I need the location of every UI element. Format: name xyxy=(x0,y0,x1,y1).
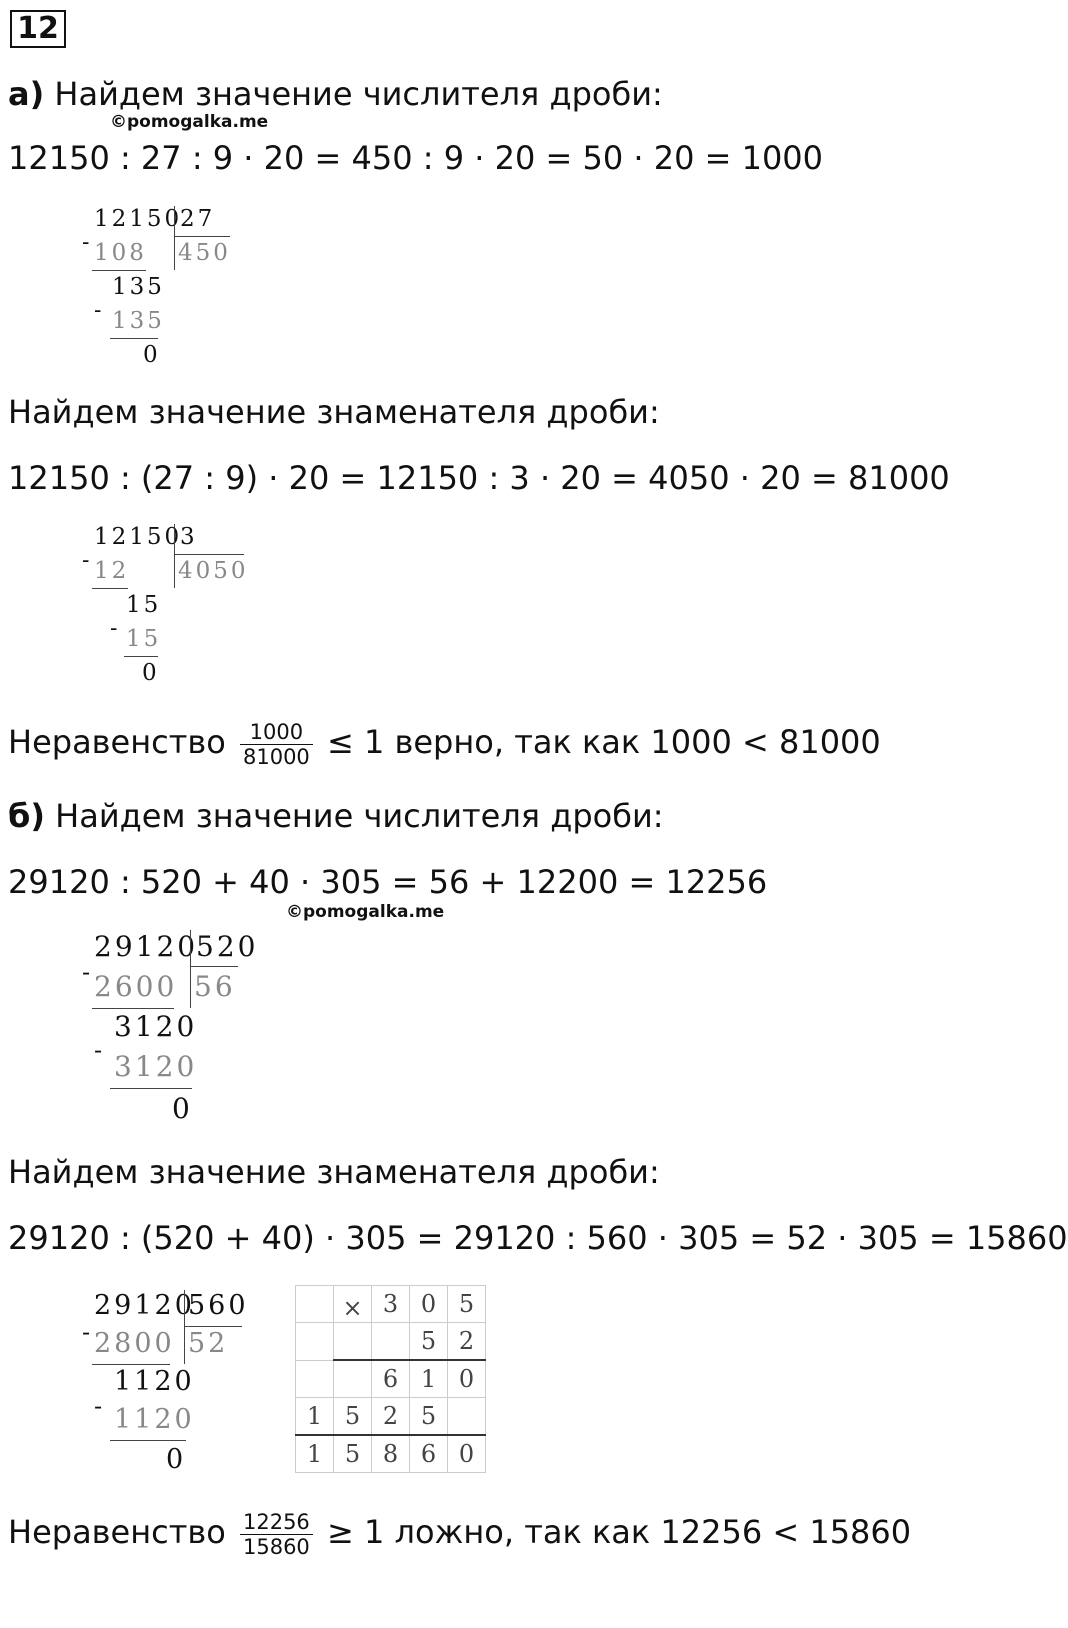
subtrahend-1: 12 xyxy=(94,558,130,584)
fraction-denominator: 81000 xyxy=(242,744,310,769)
subtrahend-1: 2800 xyxy=(94,1328,175,1359)
part-b-conclusion xyxy=(8,1504,911,1560)
subtrahend-1: 108 xyxy=(94,240,147,266)
mul-cell: 2 xyxy=(448,1323,486,1361)
conclusion-suffix: ≤ 1 верно, так как 1000 < 81000 xyxy=(326,723,881,761)
part-a-conclusion xyxy=(8,714,881,770)
column-multiplication xyxy=(295,1285,486,1473)
minus-sign: - xyxy=(94,298,102,323)
mul-cell: 5 xyxy=(448,1286,486,1323)
mul-cell: 5 xyxy=(334,1398,372,1436)
conclusion-prefix: Неравенство xyxy=(8,723,226,761)
minus-sign: - xyxy=(94,1392,103,1420)
watermark: ©pomogalka.me xyxy=(286,902,445,922)
part-b-label: б) xyxy=(8,797,45,835)
mul-cell xyxy=(296,1360,334,1398)
final-remainder: 0 xyxy=(142,660,160,686)
remainder-1: 15 xyxy=(126,592,162,618)
remainder-1: 1120 xyxy=(114,1366,195,1397)
mul-cell: 1 xyxy=(296,1435,334,1473)
part-a-denominator-heading: Найдем значение знаменателя дроби: xyxy=(8,393,660,431)
mul-cell: 5 xyxy=(334,1435,372,1473)
subtrahend-2: 1120 xyxy=(114,1404,195,1435)
minus-sign: - xyxy=(82,548,90,573)
quotient: 52 xyxy=(188,1328,229,1359)
dividend: 29120 xyxy=(94,930,199,963)
mul-cell: 0 xyxy=(410,1286,448,1323)
minus-sign: - xyxy=(82,230,90,255)
subtrahend-2: 15 xyxy=(126,626,162,652)
mul-cell xyxy=(372,1323,410,1361)
minus-sign: - xyxy=(82,1318,91,1346)
fraction-denominator: 15860 xyxy=(242,1534,310,1559)
mul-cell: 8 xyxy=(372,1435,410,1473)
dividend: 29120 xyxy=(94,1290,195,1321)
final-remainder: 0 xyxy=(166,1444,187,1475)
subtrahend-1: 2600 xyxy=(94,970,178,1003)
divisor: 560 xyxy=(188,1290,249,1321)
task-number: 12 xyxy=(10,10,66,48)
divisor: 3 xyxy=(180,524,198,550)
part-a-numerator-heading xyxy=(8,74,663,114)
part-a-numerator-heading-text: Найдем значение числителя дроби: xyxy=(54,75,663,113)
mul-cell xyxy=(296,1286,334,1323)
part-b-numerator-expression: 29120 : 520 + 40 · 305 = 56 + 12200 = 12256 xyxy=(8,863,768,901)
remainder-1: 3120 xyxy=(114,1010,198,1043)
divisor: 27 xyxy=(180,206,216,232)
part-b-numerator-heading xyxy=(8,796,664,836)
mul-cell: 0 xyxy=(448,1360,486,1398)
part-b-numerator-heading-text: Найдем значение числителя дроби: xyxy=(55,797,664,835)
minus-sign: - xyxy=(110,616,118,641)
subtrahend-2: 3120 xyxy=(114,1050,198,1083)
watermark: ©pomogalka.me xyxy=(110,112,269,132)
final-remainder: 0 xyxy=(143,342,161,368)
mul-cell: 5 xyxy=(410,1323,448,1361)
dividend: 12150 xyxy=(94,206,183,232)
mul-cell: 5 xyxy=(410,1398,448,1436)
mul-cell xyxy=(334,1323,372,1361)
conclusion-suffix: ≥ 1 ложно, так как 12256 < 15860 xyxy=(326,1513,912,1551)
fraction xyxy=(240,1510,313,1559)
divisor: 520 xyxy=(196,930,259,963)
final-remainder: 0 xyxy=(172,1092,193,1125)
mul-cell: 2 xyxy=(372,1398,410,1436)
mul-cell: 6 xyxy=(372,1360,410,1398)
quotient: 56 xyxy=(194,970,236,1003)
quotient: 4050 xyxy=(178,558,249,584)
minus-sign: - xyxy=(94,1036,103,1064)
subtrahend-2: 135 xyxy=(112,308,165,334)
part-b-denominator-heading: Найдем значение знаменателя дроби: xyxy=(8,1153,660,1191)
mul-cell xyxy=(448,1398,486,1436)
mul-cell: 0 xyxy=(448,1435,486,1473)
remainder-1: 135 xyxy=(112,274,165,300)
multiply-sign: × xyxy=(334,1286,372,1323)
fraction xyxy=(240,720,313,769)
minus-sign: - xyxy=(82,958,91,986)
conclusion-prefix: Неравенство xyxy=(8,1513,226,1551)
dividend: 12150 xyxy=(94,524,183,550)
fraction-numerator: 1000 xyxy=(240,720,313,745)
part-b-denominator-expression: 29120 : (520 + 40) · 305 = 29120 : 560 · 305 = 52 · 305 = 15860 xyxy=(8,1219,1068,1257)
part-a-denominator-expression: 12150 : (27 : 9) · 20 = 12150 : 3 · 20 = 4050 · 20 = 81000 xyxy=(8,459,950,497)
mul-cell: 6 xyxy=(410,1435,448,1473)
mul-cell: 1 xyxy=(296,1398,334,1436)
part-a-numerator-expression: 12150 : 27 : 9 · 20 = 450 : 9 · 20 = 50 · 20 = 1000 xyxy=(8,139,824,177)
quotient: 450 xyxy=(178,240,231,266)
mul-cell: 1 xyxy=(410,1360,448,1398)
part-a-label: а) xyxy=(8,75,45,113)
mul-cell xyxy=(296,1323,334,1361)
mul-cell xyxy=(334,1360,372,1398)
fraction-numerator: 12256 xyxy=(240,1510,313,1535)
mul-cell: 3 xyxy=(372,1286,410,1323)
